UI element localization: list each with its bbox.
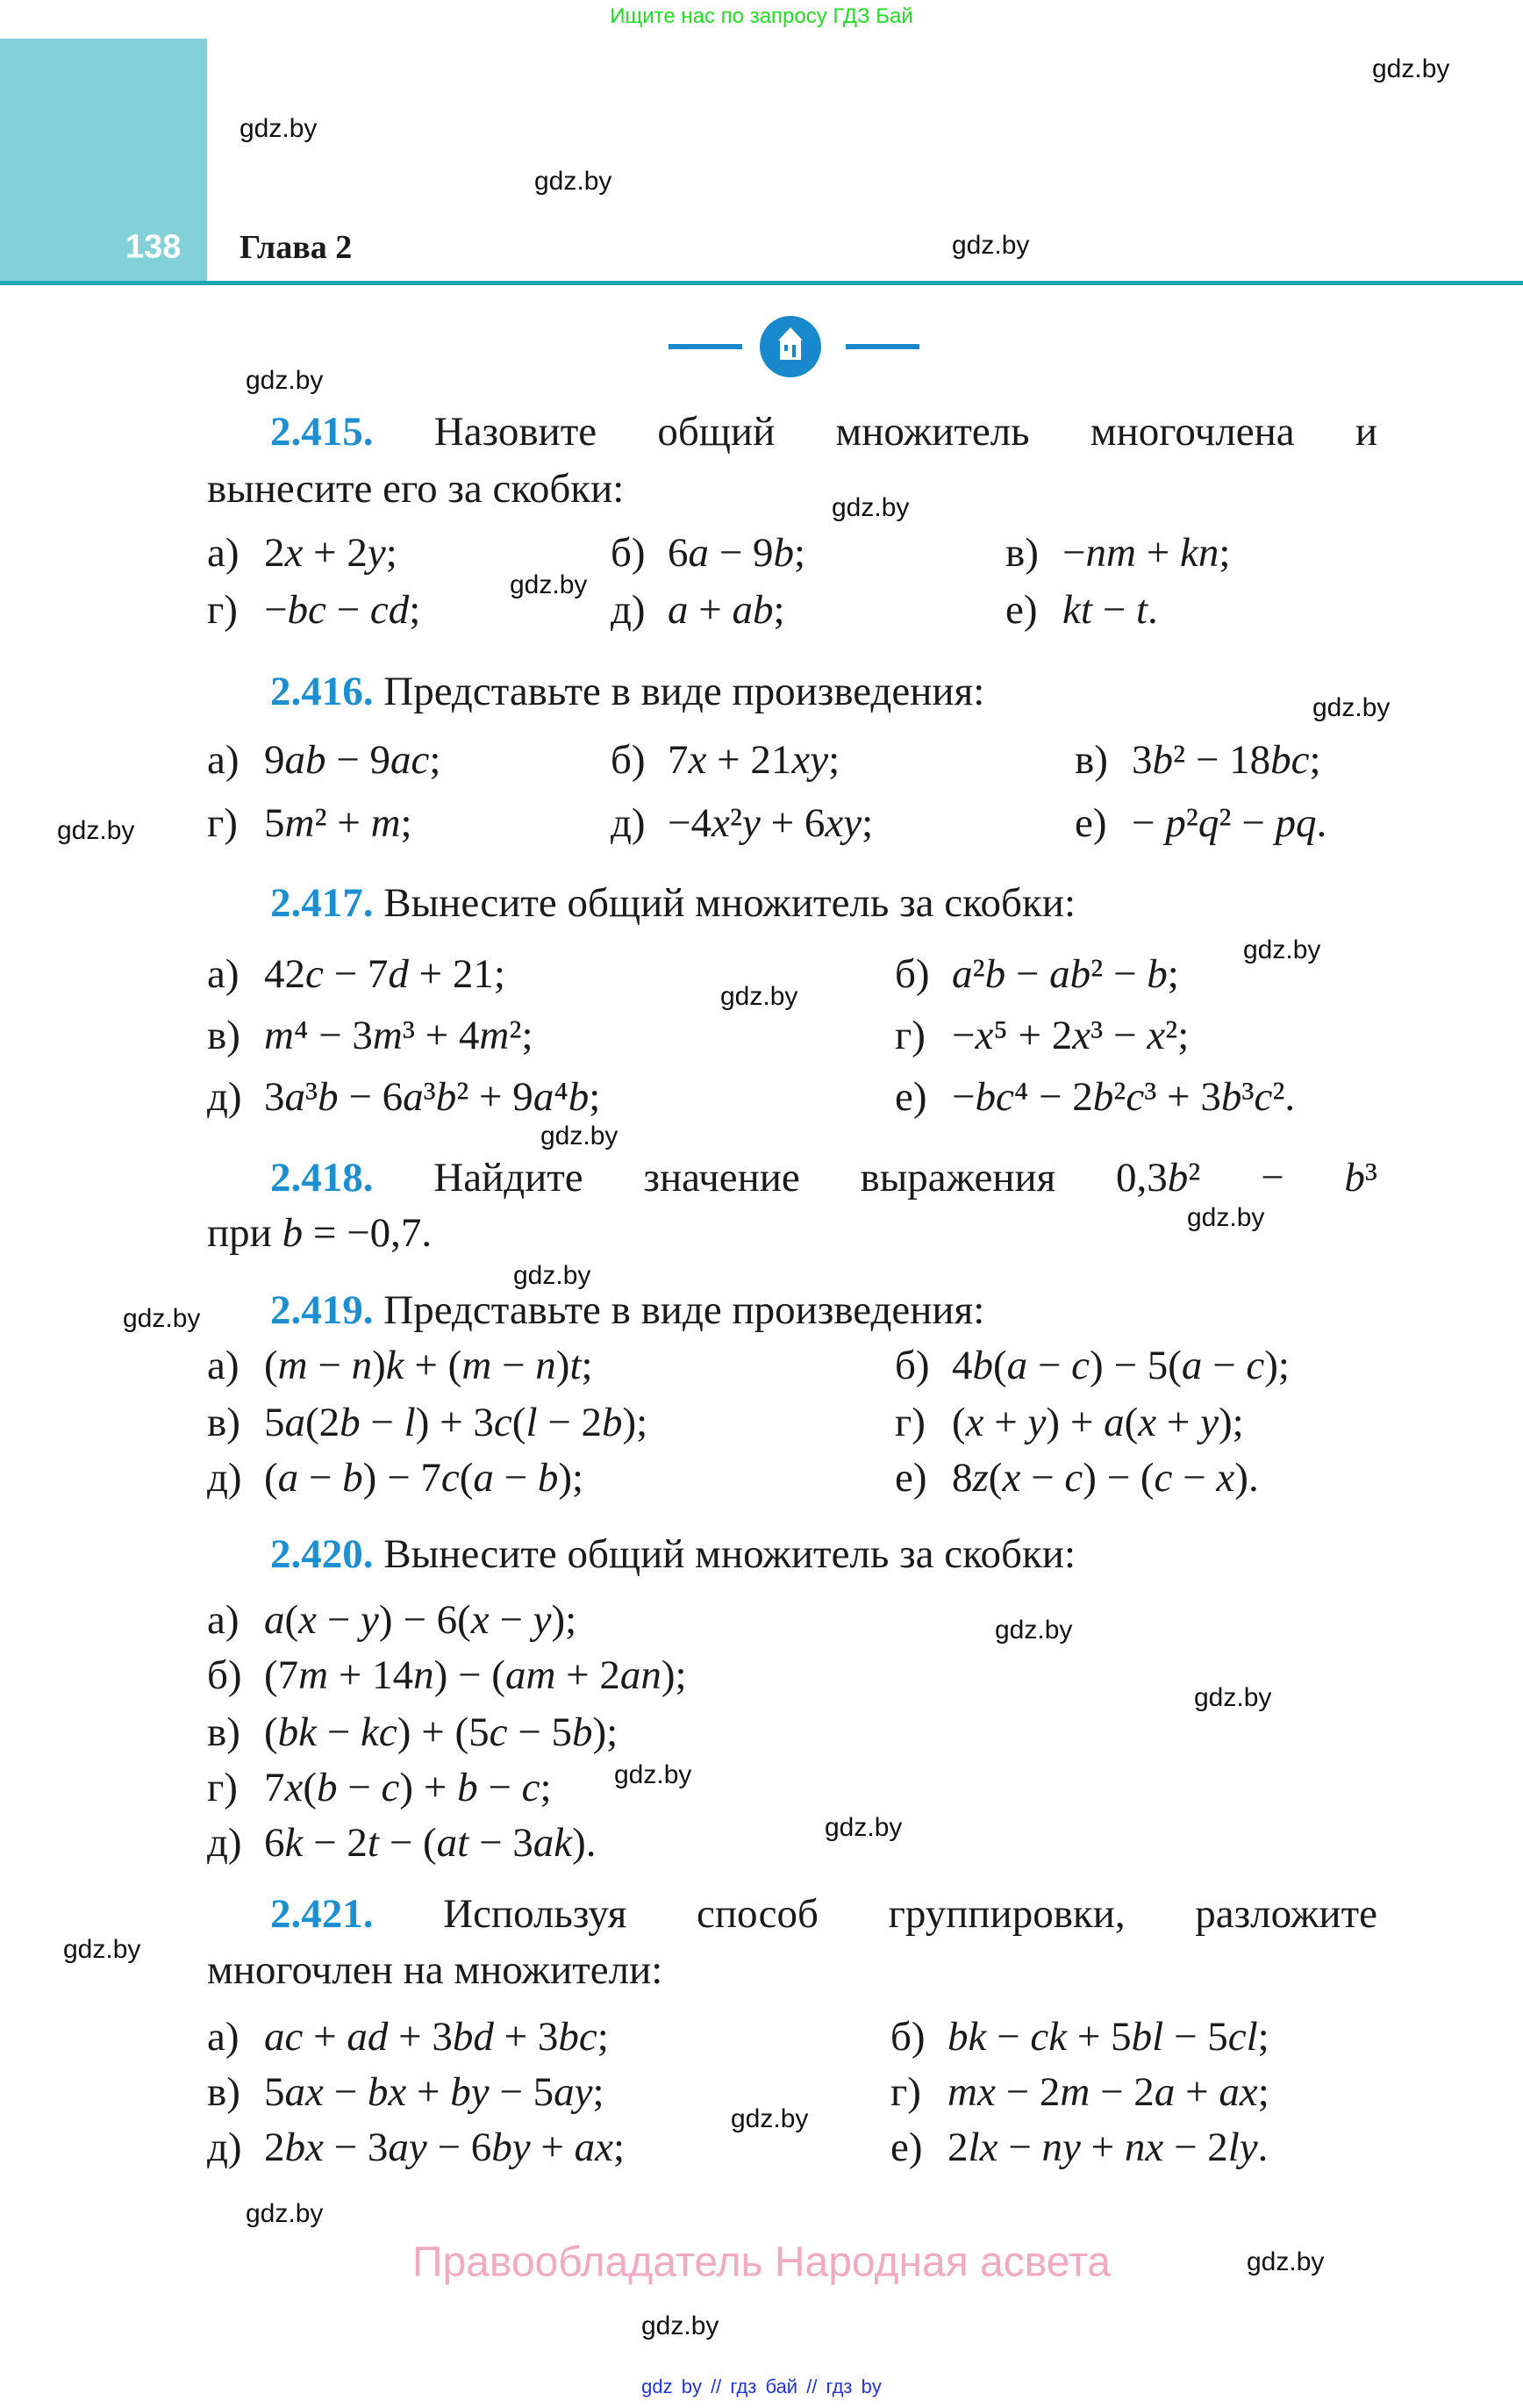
header-rule xyxy=(0,281,1523,285)
item-expr: (a − b) − 7c(a − b); xyxy=(264,1454,584,1501)
item-label: в) xyxy=(207,2068,240,2115)
footer-links[interactable]: gdz by // гдз бай // гдз by xyxy=(641,2376,882,2397)
item xyxy=(895,1453,1259,1502)
watermark: gdz.by xyxy=(825,1813,903,1842)
item-label: е) xyxy=(890,2124,923,2170)
exercise-number: 2.420. xyxy=(270,1530,374,1577)
item-expr: kt − t. xyxy=(1062,586,1158,633)
item xyxy=(207,528,397,577)
exercise-text: Найдите значение выражения xyxy=(433,1154,1056,1200)
exercise-2-421-heading xyxy=(270,1889,1377,1939)
item xyxy=(207,1708,618,1757)
watermark: gdz.by xyxy=(614,1760,692,1789)
item-label: а) xyxy=(207,736,240,783)
item-expr: mx − 2m − 2a + ax; xyxy=(947,2068,1269,2115)
exercise-number: 2.421. xyxy=(270,1890,374,1937)
item-label: д) xyxy=(207,1819,242,1866)
item-label: е) xyxy=(1005,586,1038,633)
watermark: gdz.by xyxy=(57,816,135,845)
item-label: д) xyxy=(207,1073,242,1120)
item xyxy=(890,2068,1269,2117)
item-expr: (bk − kc) + (5c − 5b); xyxy=(264,1709,618,1755)
exercise-2-417-heading xyxy=(270,878,1076,928)
exercise-number: 2.419. xyxy=(270,1286,374,1333)
watermark: gdz.by xyxy=(832,493,910,522)
watermark: gdz.by xyxy=(1247,2247,1325,2276)
item-label: а) xyxy=(207,1342,240,1388)
item-expr: 7x + 21xy; xyxy=(668,736,840,783)
item-label: б) xyxy=(895,950,930,997)
copyright-notice: Правообладатель Народная асвета xyxy=(412,2239,1111,2286)
item xyxy=(207,1763,552,1812)
item xyxy=(895,1011,1189,1060)
item xyxy=(207,2068,604,2117)
item xyxy=(207,1595,576,1645)
item-expr: m⁴ − 3m³ + 4m²; xyxy=(264,1012,533,1058)
item-label: е) xyxy=(895,1073,927,1120)
item-expr: 2x + 2y; xyxy=(264,529,397,576)
item xyxy=(611,585,785,634)
item-expr: bk − ck + 5bl − 5cl; xyxy=(947,2013,1269,2060)
watermark: gdz.by xyxy=(513,1261,591,1290)
item-expr: 5a(2b − l) + 3c(l − 2b); xyxy=(264,1399,648,1445)
exercise-2-419-heading xyxy=(270,1286,984,1335)
watermark: gdz.by xyxy=(1194,1683,1272,1712)
item-expr: a(x − y) − 6(x − y); xyxy=(264,1596,577,1643)
item-label: е) xyxy=(1075,799,1107,846)
item-expr: −nm + kn; xyxy=(1062,529,1231,576)
watermark: gdz.by xyxy=(1372,54,1450,83)
item-label: в) xyxy=(1075,736,1108,783)
exercise-number: 2.417. xyxy=(270,879,374,926)
item xyxy=(207,2123,625,2172)
item-expr: 6a − 9b; xyxy=(668,529,806,576)
item xyxy=(611,799,873,848)
exercise-number: 2.415. xyxy=(270,408,374,455)
item-label: в) xyxy=(207,1709,240,1755)
watermark: gdz.by xyxy=(246,366,324,395)
item xyxy=(207,585,420,634)
item-label: д) xyxy=(611,586,646,633)
item-expr: −bc − cd; xyxy=(264,586,421,633)
item xyxy=(207,1341,593,1390)
watermark: gdz.by xyxy=(1243,935,1321,964)
watermark: gdz.by xyxy=(720,982,798,1011)
exercise-number: 2.418. xyxy=(270,1154,374,1200)
item-expr: 42c − 7d + 21; xyxy=(264,950,505,997)
item-expr: − p²q² − pq. xyxy=(1132,799,1327,846)
item-expr: 8z(x − c) − (c − x). xyxy=(952,1454,1259,1501)
item xyxy=(890,2012,1269,2061)
watermark: gdz.by xyxy=(123,1304,201,1333)
item-expr: a²b − ab² − b; xyxy=(952,950,1179,997)
watermark: gdz.by xyxy=(731,2104,809,2133)
watermark: gdz.by xyxy=(540,1122,618,1150)
watermark: gdz.by xyxy=(995,1616,1073,1645)
item xyxy=(895,950,1179,999)
item xyxy=(207,1011,533,1060)
divider-right xyxy=(846,344,919,349)
exercise-number: 2.416. xyxy=(270,668,374,714)
item-label: а) xyxy=(207,529,240,576)
exercise-2-420-heading xyxy=(270,1530,1076,1579)
item-expr: a + ab; xyxy=(668,586,785,633)
item-expr: 7x(b − c) + b − c; xyxy=(264,1764,552,1810)
item-expr: 5ax − bx + by − 5ay; xyxy=(264,2068,604,2115)
watermark: gdz.by xyxy=(1312,693,1391,722)
item-expr: 2lx − ny + nx − 2ly. xyxy=(947,2124,1269,2170)
item-label: г) xyxy=(890,2068,921,2115)
item-label: б) xyxy=(611,529,646,576)
item xyxy=(207,1818,596,1867)
item xyxy=(207,799,412,848)
watermark: gdz.by xyxy=(952,231,1030,260)
item-expr: 5m² + m; xyxy=(264,799,412,846)
item-label: е) xyxy=(895,1454,927,1501)
watermark: gdz.by xyxy=(641,2311,719,2340)
item-label: а) xyxy=(207,2013,240,2060)
exercise-text: при xyxy=(207,1209,272,1256)
item-label: в) xyxy=(1005,529,1039,576)
item-label: б) xyxy=(207,1652,242,1698)
item-expr: 2bx − 3ay − 6by + ax; xyxy=(264,2124,626,2170)
item-label: г) xyxy=(895,1012,926,1058)
item xyxy=(207,1072,600,1122)
exercise-2-415-heading xyxy=(270,407,1377,456)
exercise-text: Вынесите общий множитель за скобки: xyxy=(383,1530,1076,1577)
exercise-text: Назовите общий множитель многочлена и xyxy=(433,408,1378,455)
item-expr: ac + ad + 3bd + 3bc; xyxy=(264,2013,609,2060)
item xyxy=(611,735,840,785)
item-label: б) xyxy=(895,1342,930,1388)
item xyxy=(1075,735,1321,785)
item-label: д) xyxy=(611,799,646,846)
item-label: г) xyxy=(895,1399,926,1445)
item xyxy=(207,950,505,999)
exercise-text: Используя способ группировки, разложите xyxy=(443,1890,1377,1937)
chapter-title: Глава 2 xyxy=(240,229,353,266)
item xyxy=(207,2012,609,2061)
watermark: gdz.by xyxy=(63,1935,141,1964)
exercise-text xyxy=(207,1208,432,1258)
item-label: д) xyxy=(207,1454,242,1501)
item xyxy=(207,735,440,785)
item xyxy=(890,2123,1268,2172)
item-expr: (m − n)k + (m − n)t; xyxy=(264,1342,593,1388)
item-label: б) xyxy=(890,2013,926,2060)
item-expr: −x⁵ + 2x³ − x²; xyxy=(952,1012,1190,1058)
exercise-text: Представьте в виде произведения: xyxy=(383,668,985,714)
item-expr: 3a³b − 6a³b² + 9a⁴b; xyxy=(264,1073,601,1120)
item xyxy=(207,1398,647,1447)
item-label: г) xyxy=(207,1764,238,1810)
exercise-text: вынесите его за скобки: xyxy=(207,465,625,512)
item xyxy=(207,1651,687,1700)
exercise-2-416-heading xyxy=(270,667,984,716)
item-label: а) xyxy=(207,950,240,997)
watermark: gdz.by xyxy=(246,2199,324,2228)
item xyxy=(1075,799,1326,848)
item-expr: −4x²y + 6xy; xyxy=(668,799,874,846)
watermark: gdz.by xyxy=(534,167,612,196)
item-label: в) xyxy=(207,1399,240,1445)
item-label: б) xyxy=(611,736,646,783)
home-icon xyxy=(760,316,821,377)
watermark: gdz.by xyxy=(1187,1203,1265,1232)
item-expr: 9ab − 9ac; xyxy=(264,736,441,783)
item xyxy=(895,1398,1244,1447)
item-expr: 4b(a − c) − 5(a − c); xyxy=(952,1342,1290,1388)
watermark: gdz.by xyxy=(240,114,318,143)
expression: 0,3b² − b³ xyxy=(1116,1154,1377,1200)
search-hint-banner: Ищите нас по запросу ГДЗ Бай xyxy=(610,4,913,28)
item-label: г) xyxy=(207,799,238,846)
expression: b = −0,7. xyxy=(282,1209,433,1256)
watermark: gdz.by xyxy=(510,570,588,599)
item-expr: 6k − 2t − (at − 3ak). xyxy=(264,1819,597,1866)
exercise-text: Вынесите общий множитель за скобки: xyxy=(383,879,1076,926)
item xyxy=(207,1453,583,1502)
item xyxy=(1005,528,1230,577)
item-expr: (x + y) + a(x + y); xyxy=(952,1399,1244,1445)
item-expr: (7m + 14n) − (am + 2an); xyxy=(264,1652,687,1698)
item-label: г) xyxy=(207,586,238,633)
exercise-text: Представьте в виде произведения: xyxy=(383,1286,985,1333)
item-expr: 3b² − 18bc; xyxy=(1132,736,1321,783)
item-expr: −bc⁴ − 2b²c³ + 3b³c². xyxy=(952,1073,1296,1120)
exercise-2-418-heading xyxy=(270,1153,1377,1202)
item xyxy=(1005,585,1158,634)
item xyxy=(611,528,805,577)
item-label: в) xyxy=(207,1012,240,1058)
exercise-text: многочлен на множители: xyxy=(207,1946,663,1993)
item xyxy=(895,1341,1290,1390)
item-label: д) xyxy=(207,2124,242,2170)
item-label: а) xyxy=(207,1596,240,1643)
divider-left xyxy=(669,344,742,349)
page-number: 138 xyxy=(125,228,182,266)
item xyxy=(895,1072,1295,1122)
